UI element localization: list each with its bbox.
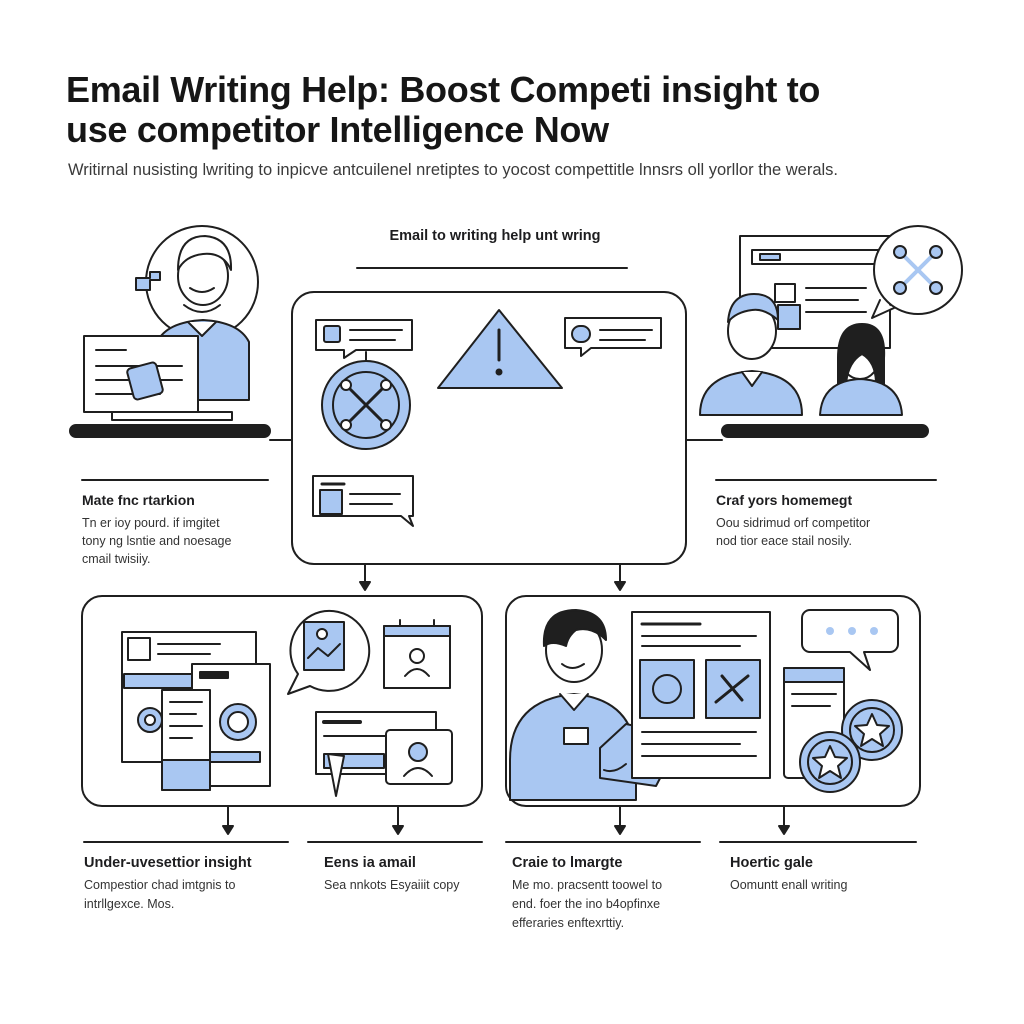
bottom-item-title: Under-uvesettior insight [84,855,252,871]
left-block-line: Tn er ioy pourd. if imgitet [82,516,220,530]
bottom-item-line: Oomuntt enall writing [730,878,848,892]
page-subtitle: Writirnal nusisting lwriting to inpicve antcuilenel nretiptes to yocost compettitle lnnsrs oll yorllor the werals. [68,161,839,179]
page-title-line1: Email Writing Help: Boost Competi insight to [66,69,821,110]
bottom-item-title: Craie to lmargte [512,855,623,871]
right-block-title: Craf yors homemegt [716,492,853,508]
bottom-item-title: Eens ia amail [324,855,416,871]
page-title-line2: use competitor Intelligence Now [66,109,609,150]
left-block-line: cmail twisiiy. [82,552,151,566]
center-panel-heading: Email to writing help unt wring [389,228,601,244]
bottom-item-line: Compestior chad imtgnis to [84,878,236,892]
bottom-item-line: Me mo. pracsentt toowel to [512,878,663,892]
right-block-line: nod tior eace stail nosily. [716,534,852,548]
right-block-line: Oou sidrimud orf competitor [716,516,871,530]
person-at-laptop-icon [70,226,270,437]
team-meeting-icon [700,226,962,437]
bottom-item-line: intrllgexce. Mos. [84,897,175,911]
bottom-item-title: Hoertic gale [730,855,813,871]
bottom-item-line: efferaries enftexrttiy. [512,916,625,930]
bottom-item-line: end. foer the ino b4opfinxe [512,897,661,911]
chat-bubble-icon [136,272,160,290]
left-block-title: Mate fnc rtarkion [82,492,195,508]
bottom-item-line: Sea nnkots Esyaiiit copy [324,878,460,892]
left-block-line: tony ng lsntie and noesage [82,534,232,548]
